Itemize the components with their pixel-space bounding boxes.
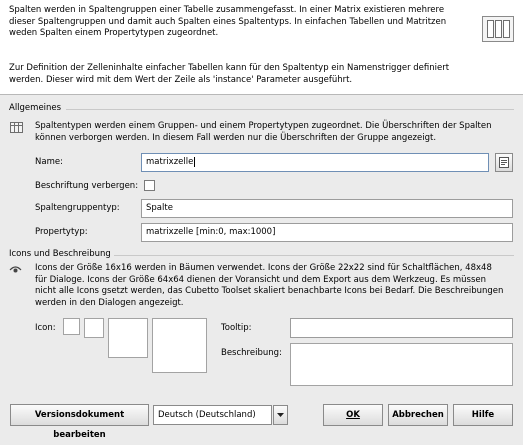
name-input[interactable]: matrixzelle <box>141 153 489 172</box>
script-edit-icon <box>496 154 512 171</box>
tooltip-input[interactable] <box>290 318 513 338</box>
icons-description: Icons der Größe 16x16 werden in Bäumen verwendet. Icons der Größe 22x22 sind für Schaltflächen, 48x48 für Dialoge. Icons der Größe 64x64 dienen der Voransicht und dem Export aus dem Werkzeug. Es müssen nicht alle Icons gsetzt werden, das Cubetto Toolset skaliert benachbarte Icons bei Bedarf. Die Beschreibungen werden in den Dialogen angezeigt. <box>35 263 504 308</box>
icon-16-slot[interactable] <box>63 318 80 335</box>
allgemeines-description: Spaltentypen werden einem Gruppen- und einem Propertytypen zugeordnet. Die Überschriften der Spalten können verborgen werden. In diesem Fall werden nur die Überschriften der Gruppe angezeigt. <box>35 121 492 143</box>
help-button[interactable]: Hilfe <box>453 404 513 426</box>
group-type-field[interactable]: Spalte <box>141 199 513 218</box>
edit-version-document-button[interactable]: Versionsdokument bearbeiten <box>10 404 149 426</box>
section-title-icons: Icons und Beschreibung <box>9 249 111 259</box>
property-type-label: Propertytyp: <box>35 227 88 237</box>
hide-label-checkbox[interactable] <box>144 180 155 191</box>
name-trigger-button[interactable] <box>495 153 513 172</box>
description-label: Beschreibung: <box>221 348 282 358</box>
name-label: Name: <box>35 157 63 167</box>
cancel-button[interactable]: Abbrechen <box>388 404 448 426</box>
property-type-field[interactable]: matrixzelle [min:0, max:1000] <box>141 223 513 242</box>
icon-label: Icon: <box>35 323 56 333</box>
language-select[interactable]: Deutsch (Deutschland) <box>153 405 272 425</box>
header-text-2: Zur Definition der Zelleninhalte einfacher Tabellen kann für den Spaltentyp ein Namenstrigger definiert werden. Dieser wird mit dem Wert der Zeile als 'instance' Parameter ausgeführt. <box>9 63 450 85</box>
group-type-label: Spaltengruppentyp: <box>35 203 120 213</box>
column-type-icon <box>10 122 23 133</box>
info-header <box>0 0 523 95</box>
hide-label-label: Beschriftung verbergen: <box>35 181 139 191</box>
description-textarea[interactable] <box>290 343 513 386</box>
separator <box>66 109 514 110</box>
eye-icon <box>9 264 22 274</box>
icon-48-slot[interactable] <box>108 318 148 358</box>
table-column-icon <box>482 16 514 42</box>
icon-64-slot[interactable] <box>152 318 207 373</box>
section-title-allgemeines: Allgemeines <box>9 103 62 113</box>
ok-button[interactable]: OK <box>323 404 383 426</box>
separator <box>114 255 514 256</box>
icon-22-slot[interactable] <box>84 318 104 338</box>
tooltip-label: Tooltip: <box>221 323 252 333</box>
language-dropdown-button[interactable] <box>273 405 288 425</box>
header-text-1: Spalten werden in Spaltengruppen einer Tabelle zusammengefasst. In einer Matrix existieren mehrere dieser Spaltengruppen und damit auch Spalten eines Spaltentyps. In einfachen Tabellen und Matritzen weden Spalten einem Propertytypen zugeordnet. <box>9 5 447 39</box>
chevron-down-icon <box>274 406 287 424</box>
